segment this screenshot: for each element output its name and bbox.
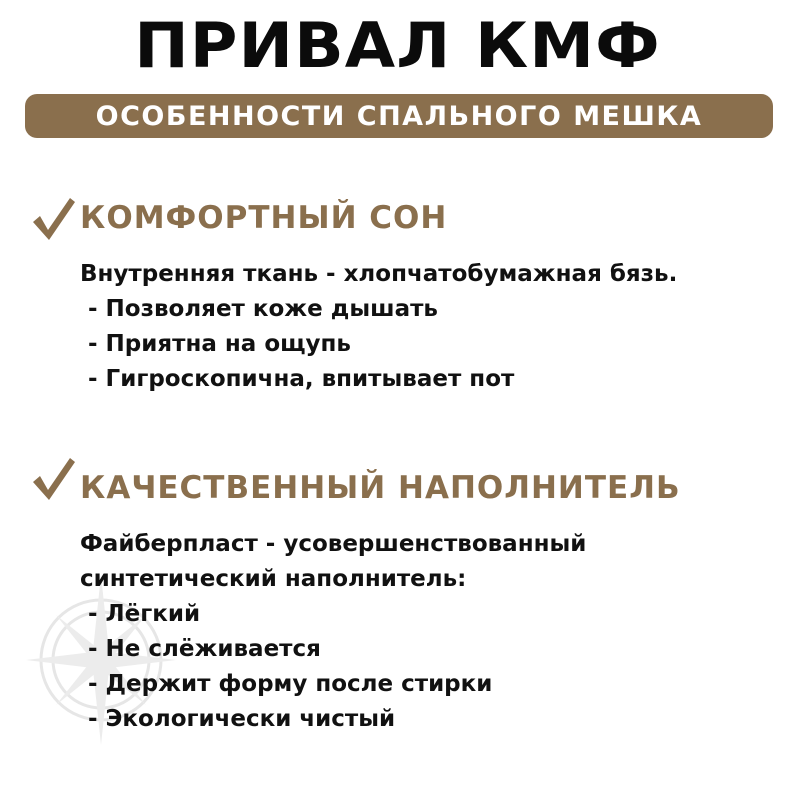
body-line: - Позволяет коже дышать xyxy=(88,296,438,322)
body-line: - Приятна на ощупь xyxy=(88,331,351,357)
section-body-filler xyxy=(80,527,586,737)
check-icon xyxy=(30,196,76,242)
body-line: - Лёгкий xyxy=(88,601,201,627)
check-icon xyxy=(30,456,76,502)
body-line: - Держит форму после стирки xyxy=(88,671,493,697)
body-line: синтетический наполнитель: xyxy=(80,566,467,592)
body-line: - Гигроскопична, впитывает пот xyxy=(88,366,515,392)
subtitle-banner xyxy=(25,94,773,138)
section-body-comfort xyxy=(80,257,677,397)
page-title: ПРИВАЛ КМФ xyxy=(134,9,661,82)
section-heading-filler: КАЧЕСТВЕННЫЙ НАПОЛНИТЕЛЬ xyxy=(80,470,681,506)
body-line: - Не слёживается xyxy=(88,636,321,662)
body-line: Внутренняя ткань - хлопчатобумажная бязь. xyxy=(80,261,678,287)
banner-text: ОСОБЕННОСТИ СПАЛЬНОГО МЕШКА xyxy=(95,100,703,132)
section-heading-comfort: КОМФОРТНЫЙ СОН xyxy=(80,200,448,236)
body-line: - Экологически чистый xyxy=(88,706,396,732)
body-line: Файберпласт - усовершенствованный xyxy=(80,531,587,557)
